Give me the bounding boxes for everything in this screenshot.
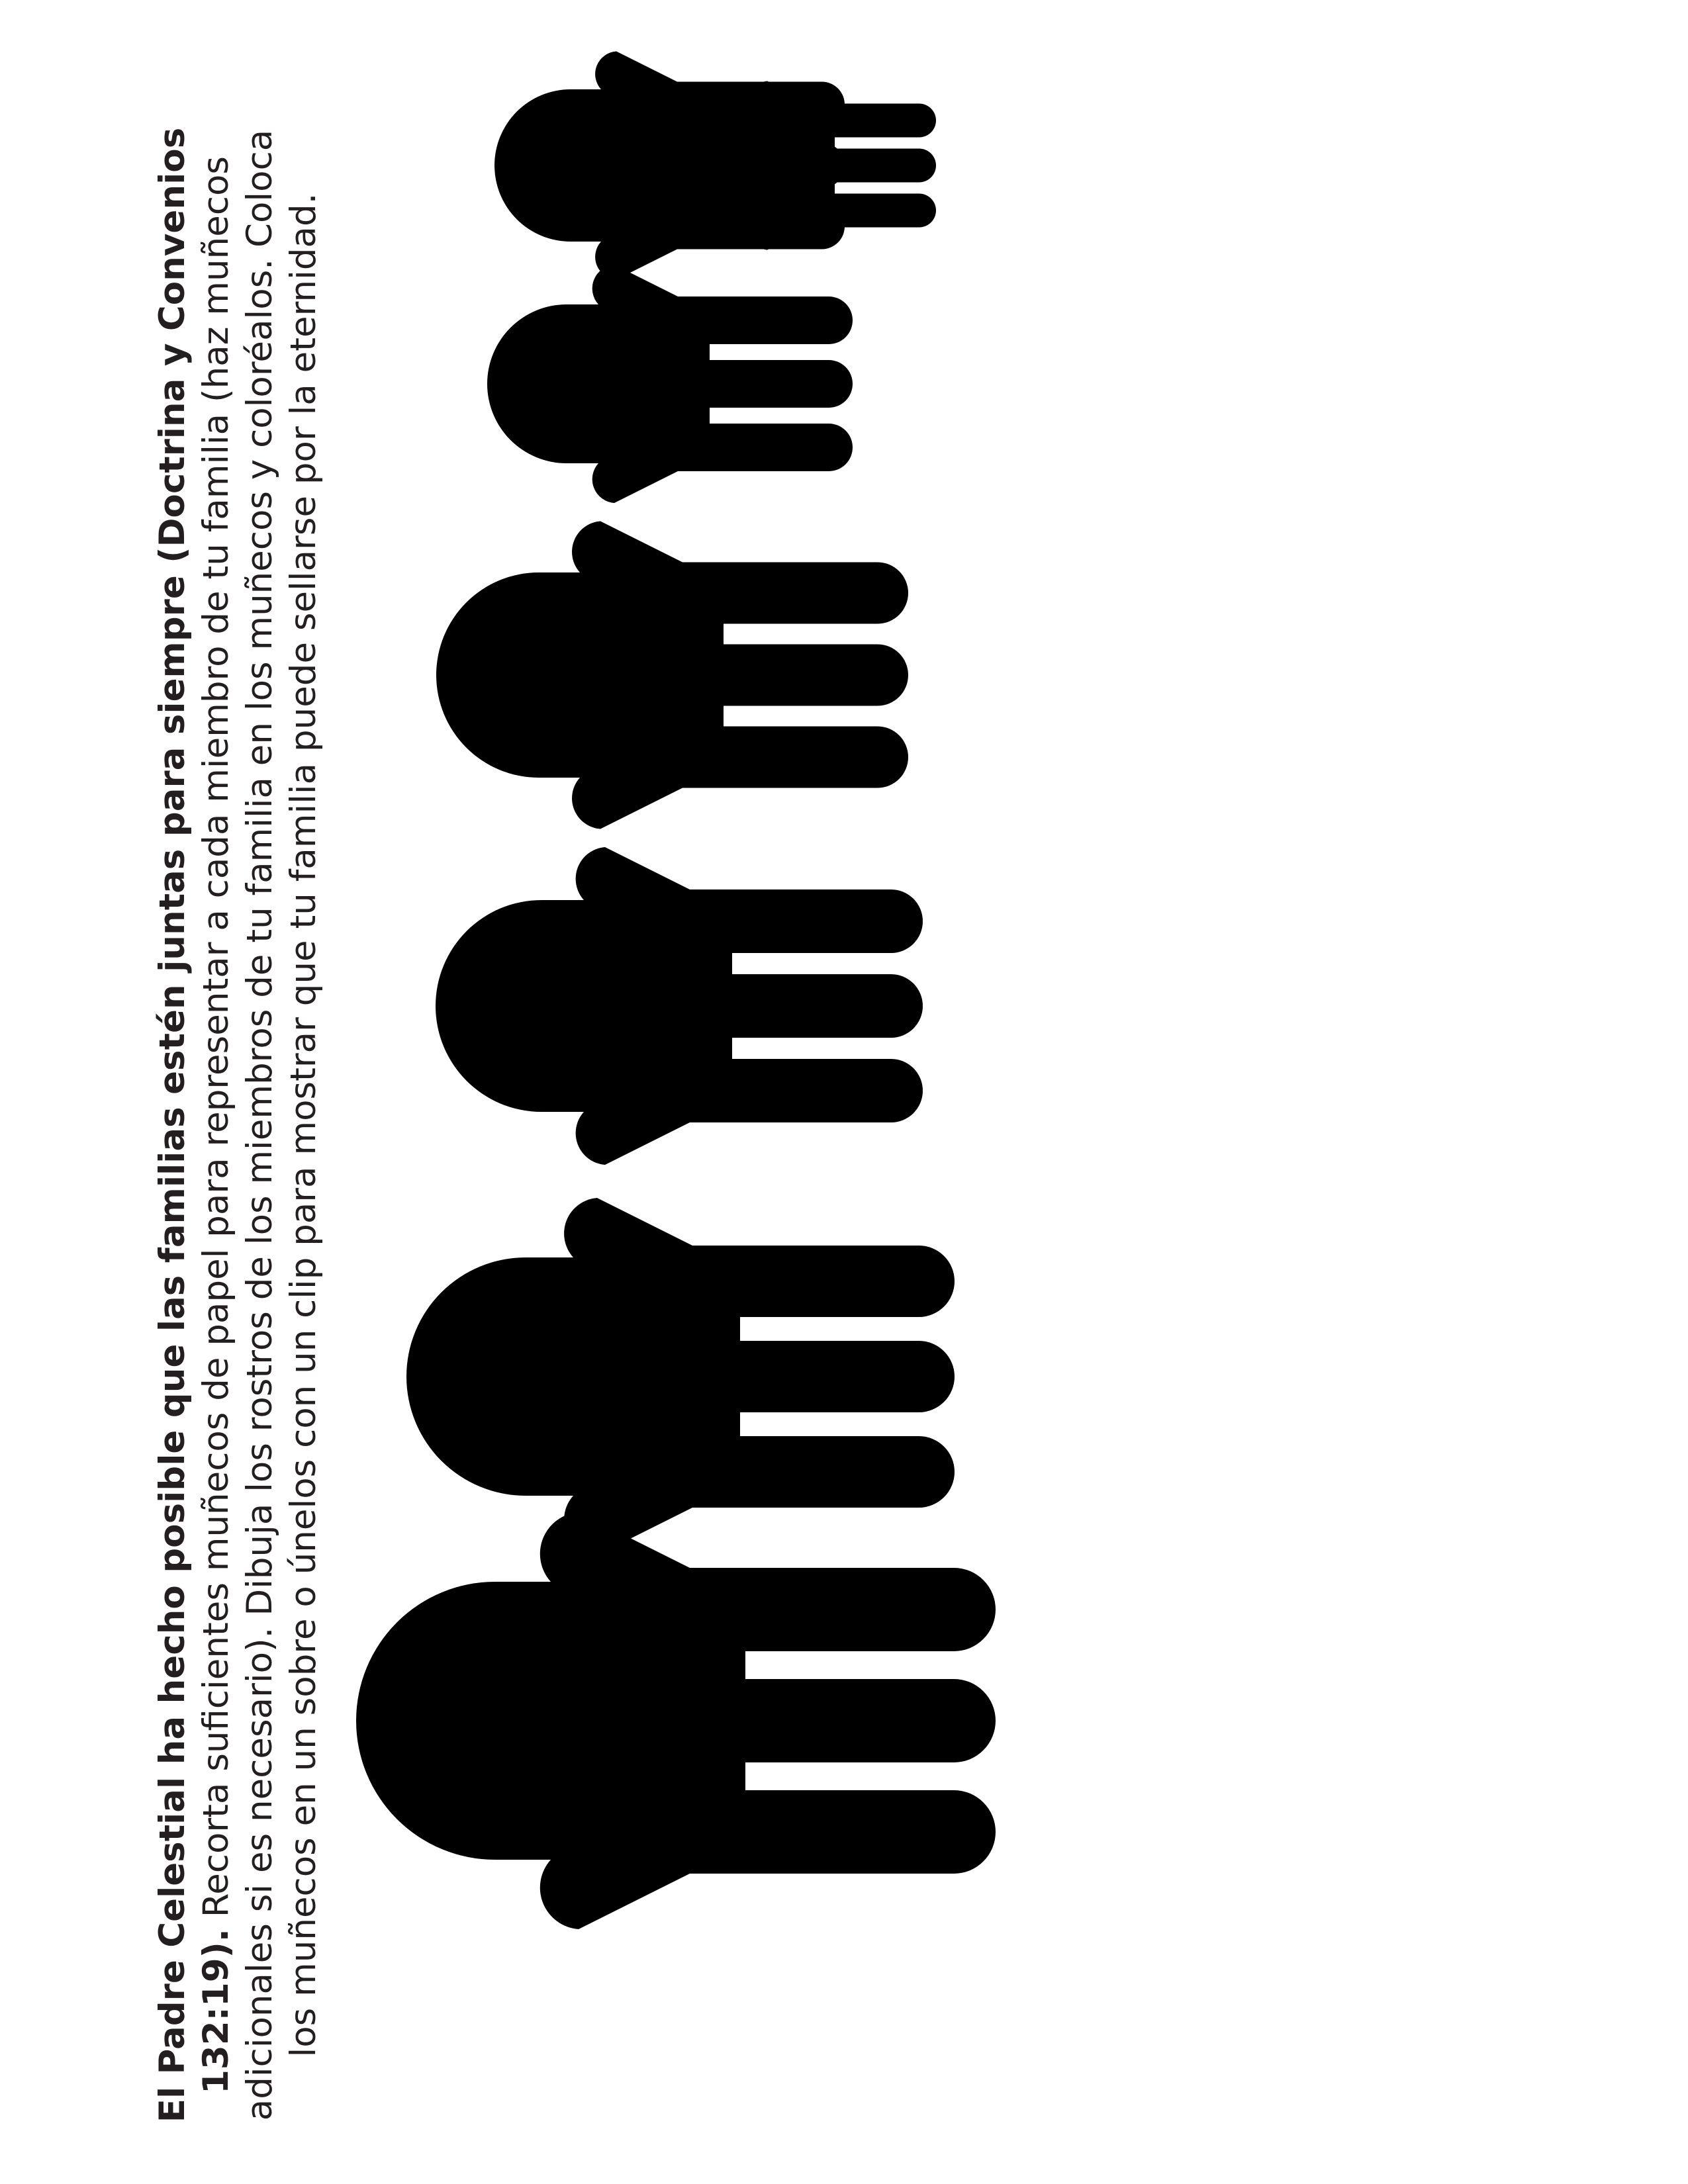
paper-doll-4 (436, 522, 908, 829)
paper-doll-2 (406, 1198, 955, 1555)
instructions-body: Recorta suficientes muñecos de papel para representar a cada miembro de tu familia (haz muñecos adicionales si es necesario). Dibuja los rostros de los miembros de tu familia en los muñecos y coloréalos. Coloca los muñecos en un sobre o únelos con un clip para mostrar que tu familia puede sellarse por la eternidad. (196, 129, 324, 2121)
paper-doll-1 (356, 1512, 996, 1929)
paper-doll-3 (436, 847, 923, 1165)
instructions-heading: El Padre Celestial ha hecho posible que las familias estén juntas para siempre (Doctrina y Convenios 132:19). (152, 127, 236, 2123)
paper-doll-5 (487, 265, 853, 503)
